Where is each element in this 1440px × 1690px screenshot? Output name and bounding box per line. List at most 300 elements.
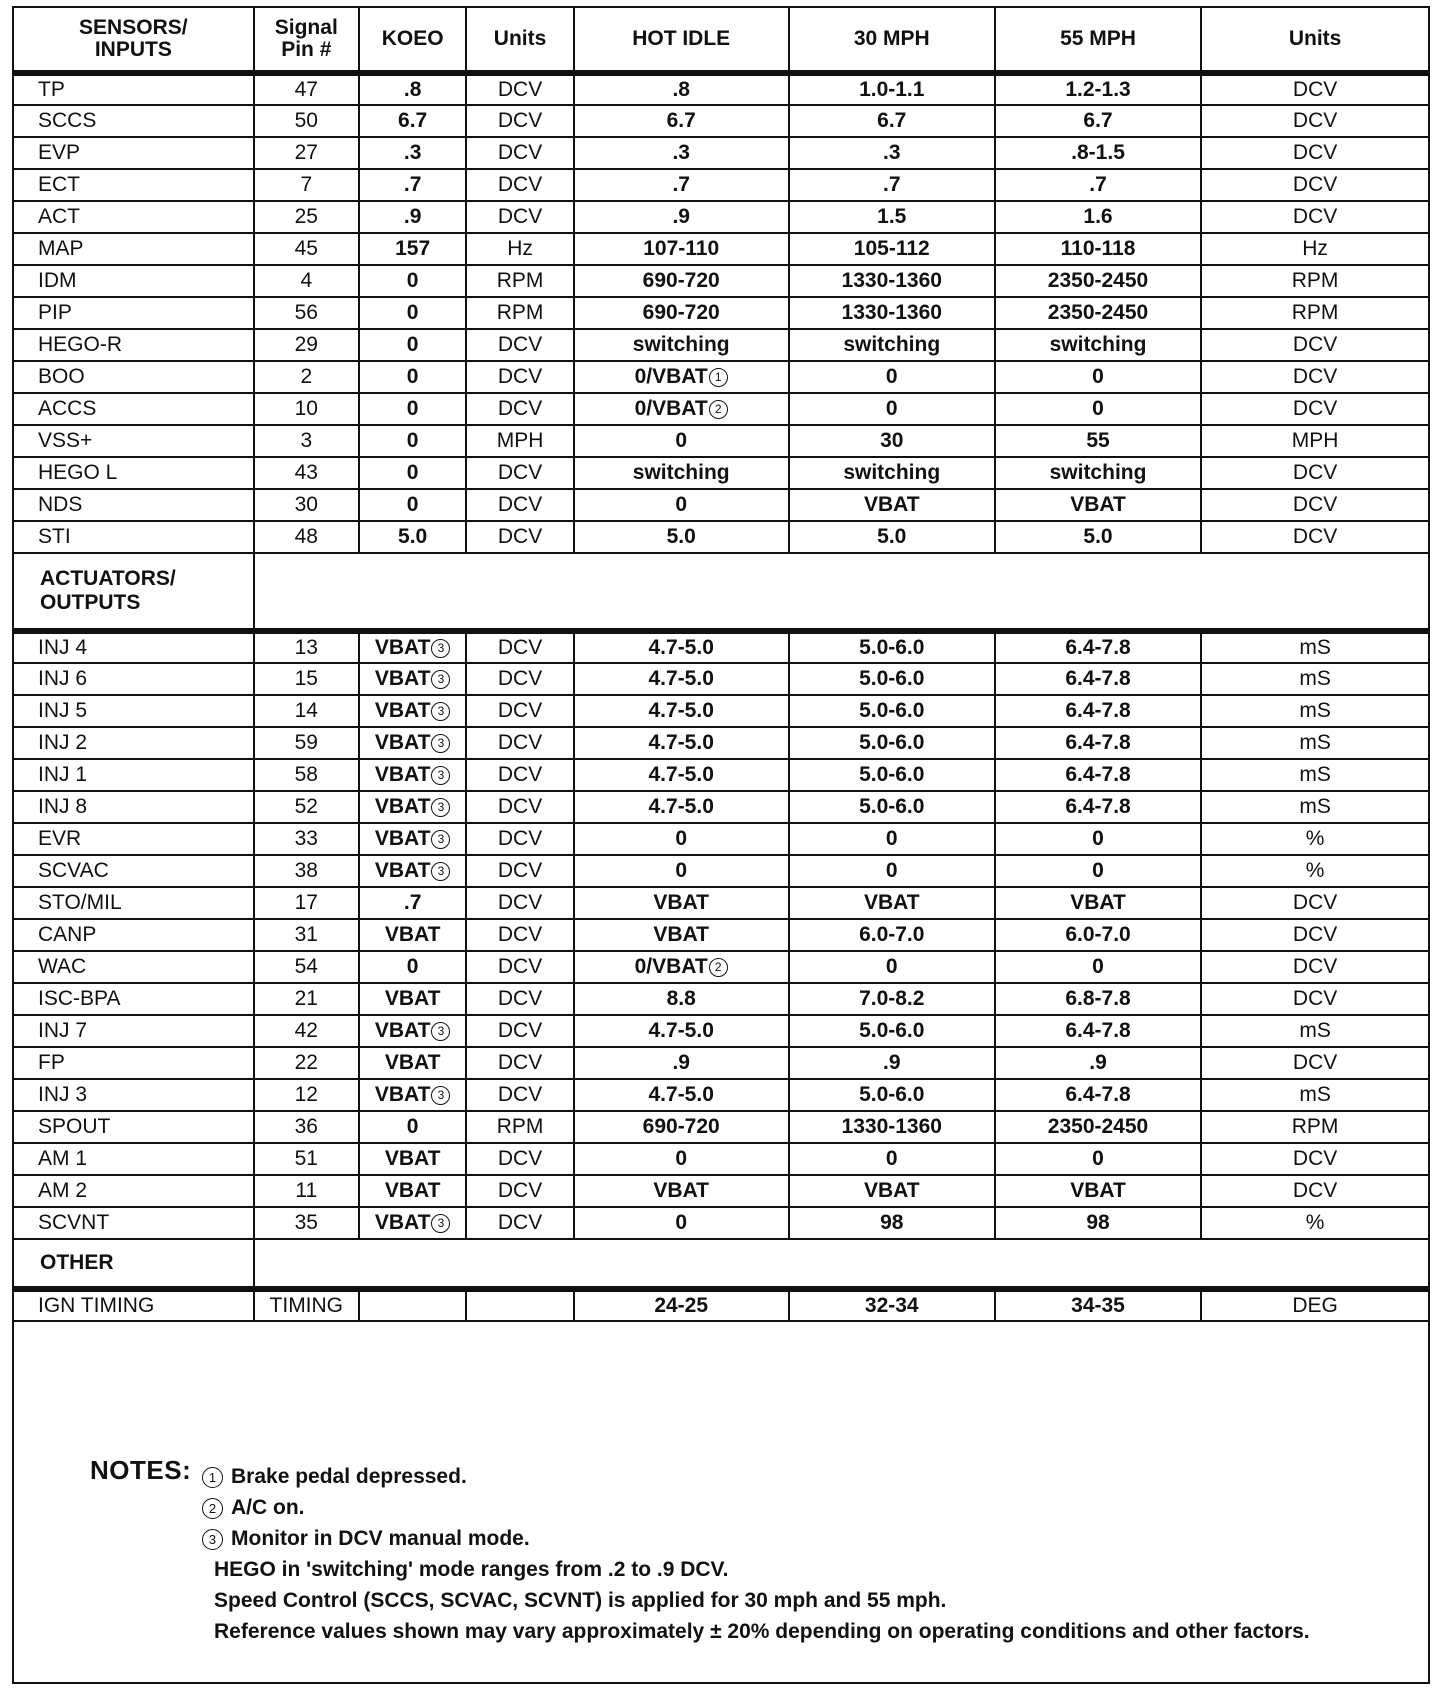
mph55-cell: [995, 887, 1201, 919]
koeo-cell-value: .9: [403, 205, 422, 228]
table-row: [13, 1047, 1429, 1079]
sensor-name-cell: [13, 425, 254, 457]
mph30-cell: [789, 727, 995, 759]
units2-cell-value: DCV: [1292, 525, 1338, 548]
mph55-cell-value: 6.8-7.8: [1065, 987, 1131, 1010]
units-cell-value: DCV: [497, 205, 543, 228]
sensor-name-cell: [13, 1047, 254, 1079]
hot-idle-cell: [574, 1079, 789, 1111]
hot-idle-cell: [574, 457, 789, 489]
koeo-cell: [359, 1207, 466, 1239]
hot-idle-cell: [574, 1111, 789, 1143]
units2-cell-value: DCV: [1292, 1051, 1338, 1074]
units-cell: [466, 361, 573, 393]
units2-cell: [1201, 265, 1429, 297]
mph55-cell: [995, 1175, 1201, 1207]
koeo-cell-value: .3: [403, 141, 422, 164]
signal-pin-cell-value: 45: [294, 237, 318, 260]
koeo-cell-value: 0: [406, 429, 419, 452]
units-cell: [466, 1143, 573, 1175]
signal-pin-cell: [254, 1207, 359, 1239]
sensor-name-cell-value: TP: [38, 78, 65, 101]
mph55-cell-value: 55: [1086, 429, 1110, 452]
units-cell-value: DCV: [497, 1051, 543, 1074]
hot-idle-cell-value: 8.8: [666, 987, 696, 1010]
section-blank: [254, 1239, 1429, 1289]
sensor-name-cell: [13, 1143, 254, 1175]
units-cell-value: Hz: [507, 237, 533, 260]
signal-pin-cell-value: 59: [294, 731, 318, 754]
mph30-cell: [789, 983, 995, 1015]
signal-pin-cell: [254, 1289, 359, 1321]
signal-pin-cell-value: 2: [300, 365, 313, 388]
mph30-cell-value: 0: [885, 365, 898, 388]
units-cell-value: DCV: [497, 397, 543, 420]
units2-cell-value: DEG: [1292, 1294, 1338, 1317]
koeo-cell: [359, 1175, 466, 1207]
units2-cell: [1201, 727, 1429, 759]
sensor-name-cell-value: EVR: [38, 827, 82, 850]
koeo-cell: [359, 855, 466, 887]
koeo-cell: [359, 457, 466, 489]
mph30-cell-value: 6.0-7.0: [859, 923, 925, 946]
mph55-cell-value: 0: [1092, 827, 1104, 850]
hot-idle-cell: [574, 887, 789, 919]
mph55-cell: [995, 951, 1201, 983]
table-row: [13, 823, 1429, 855]
signal-pin-cell: [254, 521, 359, 553]
units-cell-value: DCV: [497, 763, 543, 786]
mph55-cell: [995, 489, 1201, 521]
sensor-name-cell-value: IDM: [38, 269, 77, 292]
sensor-name-cell-value: WAC: [38, 955, 87, 978]
table-row: [13, 1079, 1429, 1111]
table-row: [13, 695, 1429, 727]
hot-idle-cell-value: 4.7-5.0: [648, 795, 714, 818]
units2-cell: [1201, 919, 1429, 951]
mph30-cell-value: .3: [883, 141, 901, 164]
units2-cell-value: DCV: [1292, 397, 1338, 420]
sensor-name-cell-value: NDS: [38, 493, 83, 516]
units2-cell: [1201, 329, 1429, 361]
mph30-cell-value: 1330-1360: [841, 269, 942, 292]
table-row: [13, 983, 1429, 1015]
units2-cell-value: mS: [1299, 763, 1331, 786]
units2-cell: [1201, 1111, 1429, 1143]
signal-pin-cell-value: 10: [294, 397, 318, 420]
koeo-cell-value: VBAT: [374, 859, 431, 882]
mph30-cell: [789, 1207, 995, 1239]
units-cell: [466, 329, 573, 361]
table-row: [13, 727, 1429, 759]
table-row: [13, 489, 1429, 521]
sensor-name-cell: [13, 105, 254, 137]
units2-cell-value: DCV: [1292, 141, 1338, 164]
mph55-cell: [995, 457, 1201, 489]
units-cell: [466, 297, 573, 329]
koeo-cell: [359, 983, 466, 1015]
col-header-units-2: Units: [1201, 7, 1429, 73]
table-row: [13, 297, 1429, 329]
units2-cell: [1201, 951, 1429, 983]
mph30-cell-value: 1.5: [877, 205, 907, 228]
sensor-name-cell-value: INJ 7: [38, 1019, 88, 1042]
hot-idle-cell-value: 4.7-5.0: [648, 699, 714, 722]
hot-idle-cell: [574, 73, 789, 105]
koeo-cell: [359, 361, 466, 393]
signal-pin-cell-value: 21: [294, 987, 318, 1010]
mph55-cell-value: 6.4-7.8: [1065, 1019, 1131, 1042]
mph30-cell: [789, 855, 995, 887]
table-row: [13, 663, 1429, 695]
sensor-name-cell-value: ECT: [38, 173, 80, 196]
signal-pin-cell-value: 43: [294, 461, 318, 484]
signal-pin-cell: [254, 233, 359, 265]
signal-pin-cell: [254, 663, 359, 695]
units2-cell: [1201, 393, 1429, 425]
units-cell-value: DCV: [497, 493, 543, 516]
note-item: [202, 1492, 1382, 1523]
hot-idle-cell-value: .9: [672, 205, 690, 228]
table-row: [13, 1143, 1429, 1175]
notes-list: [202, 1461, 1382, 1647]
koeo-cell-value: VBAT: [384, 923, 441, 946]
units2-cell: [1201, 1079, 1429, 1111]
section-blank: [254, 553, 1429, 631]
signal-pin-cell-value: 17: [294, 891, 318, 914]
hot-idle-cell: [574, 265, 789, 297]
section-label: ACTUATORS/ OUTPUTS: [13, 553, 254, 631]
sensor-name-cell-value: INJ 5: [38, 699, 88, 722]
sensor-name-cell-value: HEGO L: [38, 461, 118, 484]
sensor-name-cell: [13, 1111, 254, 1143]
units-cell: [466, 919, 573, 951]
mph55-cell-value: VBAT: [1070, 1179, 1126, 1202]
koeo-cell: [359, 489, 466, 521]
units2-cell-value: DCV: [1292, 493, 1338, 516]
units2-cell-value: mS: [1299, 699, 1331, 722]
hot-idle-cell: [574, 983, 789, 1015]
note-ref-marker: 3: [431, 1022, 450, 1041]
signal-pin-cell-value: 51: [294, 1147, 318, 1170]
mph30-cell-value: VBAT: [863, 891, 920, 914]
sensor-name-cell: [13, 329, 254, 361]
koeo-cell: [359, 393, 466, 425]
mph55-cell-value: 6.4-7.8: [1065, 731, 1131, 754]
hot-idle-cell-value: 0/VBAT: [634, 397, 708, 420]
units-cell: [466, 233, 573, 265]
koeo-cell: [359, 1079, 466, 1111]
signal-pin-cell-value: 58: [294, 763, 318, 786]
units2-cell-value: Hz: [1302, 237, 1328, 260]
units2-cell: [1201, 983, 1429, 1015]
mph55-cell-value: 6.4-7.8: [1065, 667, 1131, 690]
note-number-marker: 3: [202, 1529, 223, 1550]
signal-pin-cell: [254, 951, 359, 983]
units-cell-value: DCV: [497, 78, 543, 101]
mph30-cell: [789, 361, 995, 393]
hot-idle-cell-value: 5.0: [666, 525, 696, 548]
hot-idle-cell: [574, 361, 789, 393]
mph55-cell: [995, 361, 1201, 393]
hot-idle-cell-value: 0: [675, 493, 688, 516]
hot-idle-cell: [574, 791, 789, 823]
table-row: [13, 265, 1429, 297]
signal-pin-cell: [254, 1015, 359, 1047]
hot-idle-cell-value: VBAT: [653, 923, 709, 946]
col-header-30-mph: 30 MPH: [789, 7, 995, 73]
sensor-name-cell: [13, 759, 254, 791]
note-text: HEGO in 'switching' mode ranges from .2 to .9 DCV.: [214, 1558, 729, 1581]
units2-cell-value: RPM: [1291, 269, 1339, 292]
note-text: Reference values shown may vary approximately ± 20% depending on operating conditions and other factors.: [214, 1620, 1310, 1643]
note-ref-marker: 3: [431, 1214, 450, 1233]
sensor-name-cell-value: MAP: [38, 237, 84, 260]
units2-cell: [1201, 1175, 1429, 1207]
mph30-cell: [789, 169, 995, 201]
units2-cell-value: mS: [1299, 1083, 1331, 1106]
mph30-cell: [789, 663, 995, 695]
note-ref-marker: 2: [709, 958, 728, 977]
mph30-cell: [789, 201, 995, 233]
hot-idle-cell-value: .9: [672, 1051, 690, 1074]
mph55-cell-value: 0: [1092, 955, 1104, 978]
units-cell: [466, 105, 573, 137]
mph30-cell: [789, 631, 995, 663]
note-item: [202, 1461, 1382, 1492]
mph30-cell-value: 105-112: [853, 237, 930, 260]
signal-pin-cell-value: 52: [294, 795, 318, 818]
units2-cell: [1201, 1015, 1429, 1047]
mph55-cell: [995, 1207, 1201, 1239]
koeo-cell: [359, 169, 466, 201]
units-cell: [466, 425, 573, 457]
table-row: [13, 201, 1429, 233]
hot-idle-cell-value: 6.7: [666, 109, 696, 132]
sensor-name-cell-value: SCVNT: [38, 1211, 110, 1234]
note-text: Speed Control (SCCS, SCVAC, SCVNT) is applied for 30 mph and 55 mph.: [214, 1589, 947, 1612]
sensor-name-cell: [13, 489, 254, 521]
units-cell-value: RPM: [496, 301, 544, 324]
mph30-cell: [789, 887, 995, 919]
koeo-cell: [359, 1143, 466, 1175]
hot-idle-cell-value: 690-720: [642, 1115, 720, 1138]
units2-cell: [1201, 663, 1429, 695]
mph30-cell: [789, 489, 995, 521]
koeo-cell-value: 6.7: [398, 109, 428, 132]
mph55-cell-value: 98: [1086, 1211, 1110, 1234]
mph55-cell-value: 6.4-7.8: [1065, 763, 1131, 786]
note-ref-marker: 3: [431, 766, 450, 785]
mph55-cell: [995, 919, 1201, 951]
signal-pin-cell: [254, 169, 359, 201]
units2-cell-value: mS: [1299, 795, 1331, 818]
sensor-name-cell: [13, 137, 254, 169]
units-cell-value: RPM: [496, 1115, 544, 1138]
hot-idle-cell: [574, 297, 789, 329]
sensor-name-cell: [13, 297, 254, 329]
signal-pin-cell-value: 47: [294, 78, 318, 101]
sensor-name-cell: [13, 983, 254, 1015]
hot-idle-cell: [574, 663, 789, 695]
koeo-cell-value: VBAT: [384, 1147, 441, 1170]
table-row: [13, 791, 1429, 823]
signal-pin-cell: [254, 201, 359, 233]
signal-pin-cell-value: 25: [294, 205, 318, 228]
units-cell: [466, 1047, 573, 1079]
signal-pin-cell: [254, 983, 359, 1015]
koeo-cell: [359, 919, 466, 951]
sensor-name-cell: [13, 393, 254, 425]
koeo-cell: [359, 1047, 466, 1079]
hot-idle-cell-value: 0: [675, 429, 688, 452]
sensor-name-cell: [13, 823, 254, 855]
units2-cell: [1201, 631, 1429, 663]
signal-pin-cell: [254, 727, 359, 759]
mph30-cell: [789, 1015, 995, 1047]
sensor-name-cell-value: VSS+: [38, 429, 93, 452]
sensor-name-cell-value: EVP: [38, 141, 81, 164]
units2-cell-value: DCV: [1292, 1147, 1338, 1170]
signal-pin-cell-value: 56: [294, 301, 318, 324]
mph55-cell-value: switching: [1049, 333, 1147, 356]
signal-pin-cell-value: 33: [294, 827, 318, 850]
units2-cell-value: DCV: [1292, 173, 1338, 196]
mph55-cell-value: 6.4-7.8: [1065, 1083, 1131, 1106]
mph30-cell-value: 5.0-6.0: [859, 795, 925, 818]
mph30-cell: [789, 759, 995, 791]
signal-pin-cell: [254, 1111, 359, 1143]
units-cell-value: DCV: [497, 1083, 543, 1106]
hot-idle-cell-value: 107-110: [643, 237, 720, 260]
koeo-cell: [359, 137, 466, 169]
signal-pin-cell-value: 54: [294, 955, 318, 978]
units-cell-value: DCV: [497, 955, 543, 978]
hot-idle-cell-value: 24-25: [654, 1294, 709, 1317]
koeo-cell: [359, 951, 466, 983]
units2-cell-value: MPH: [1291, 429, 1339, 452]
col-header-55-mph: 55 MPH: [995, 7, 1201, 73]
sensor-name-cell-value: AM 1: [38, 1147, 88, 1170]
hot-idle-cell: [574, 169, 789, 201]
units2-cell-value: DCV: [1292, 109, 1338, 132]
koeo-cell-value: VBAT: [374, 795, 431, 818]
units2-cell: [1201, 297, 1429, 329]
mph30-cell-value: 0: [885, 859, 898, 882]
table-row: [13, 631, 1429, 663]
signal-pin-cell-value: 4: [300, 269, 313, 292]
table-row: [13, 759, 1429, 791]
signal-pin-cell: [254, 759, 359, 791]
mph55-cell: [995, 201, 1201, 233]
note-ref-marker: 3: [431, 670, 450, 689]
koeo-cell-value: .8: [403, 78, 422, 101]
units2-cell-value: DCV: [1292, 955, 1338, 978]
units-cell-value: DCV: [497, 141, 543, 164]
koeo-cell: [359, 329, 466, 361]
koeo-cell-value: VBAT: [374, 636, 431, 659]
hot-idle-cell: [574, 1015, 789, 1047]
mph30-cell-value: 5.0-6.0: [859, 636, 925, 659]
note-ref-marker: 3: [431, 734, 450, 753]
units2-cell: [1201, 489, 1429, 521]
units2-cell: [1201, 791, 1429, 823]
sensor-name-cell: [13, 201, 254, 233]
units-cell-value: DCV: [497, 795, 543, 818]
mph30-cell-value: 1330-1360: [841, 301, 942, 324]
sensor-name-cell: [13, 887, 254, 919]
units-cell: [466, 663, 573, 695]
mph55-cell: [995, 1079, 1201, 1111]
sensor-name-cell: [13, 695, 254, 727]
hot-idle-cell: [574, 855, 789, 887]
units-cell-value: DCV: [497, 987, 543, 1010]
hot-idle-cell-value: switching: [632, 333, 730, 356]
units2-cell: [1201, 105, 1429, 137]
units2-cell-value: RPM: [1291, 301, 1339, 324]
hot-idle-cell: [574, 105, 789, 137]
mph55-cell-value: 6.0-7.0: [1065, 923, 1131, 946]
table-row: [13, 361, 1429, 393]
units-cell-value: DCV: [497, 731, 543, 754]
col-header-units: Units: [466, 7, 573, 73]
mph30-cell-value: .9: [883, 1051, 901, 1074]
mph55-cell: [995, 727, 1201, 759]
note-ref-marker: 3: [431, 862, 450, 881]
sensor-name-cell: [13, 663, 254, 695]
mph30-cell-value: 5.0-6.0: [859, 667, 925, 690]
signal-pin-cell: [254, 361, 359, 393]
hot-idle-cell-value: 0: [675, 859, 688, 882]
section-row: [13, 1239, 1429, 1289]
units-cell-value: DCV: [497, 1179, 543, 1202]
mph30-cell-value: 5.0-6.0: [859, 1083, 925, 1106]
hot-idle-cell: [574, 951, 789, 983]
sensor-name-cell-value: CANP: [38, 923, 97, 946]
units2-cell-value: DCV: [1292, 1179, 1338, 1202]
hot-idle-cell-value: 0: [675, 827, 688, 850]
hot-idle-cell: [574, 489, 789, 521]
koeo-cell: [359, 425, 466, 457]
mph30-cell: [789, 425, 995, 457]
hot-idle-cell-value: 4.7-5.0: [648, 731, 714, 754]
units2-cell: [1201, 1289, 1429, 1321]
hot-idle-cell-value: 0/VBAT: [634, 365, 708, 388]
table-row: [13, 1175, 1429, 1207]
signal-pin-cell-value: 12: [294, 1083, 318, 1106]
mph30-cell-value: 6.7: [877, 109, 907, 132]
koeo-cell: [359, 233, 466, 265]
units2-cell: [1201, 425, 1429, 457]
hot-idle-cell: [574, 919, 789, 951]
hot-idle-cell: [574, 425, 789, 457]
mph55-cell-value: 34-35: [1071, 1294, 1125, 1317]
note-ref-marker: 3: [431, 1086, 450, 1105]
mph30-cell-value: 30: [880, 429, 904, 452]
koeo-cell-value: 0: [406, 269, 419, 292]
mph30-cell-value: 32-34: [864, 1294, 919, 1317]
hot-idle-cell: [574, 1143, 789, 1175]
mph55-cell: [995, 329, 1201, 361]
mph55-cell-value: 2350-2450: [1047, 269, 1149, 292]
sensor-name-cell: [13, 457, 254, 489]
signal-pin-cell-value: 30: [294, 493, 318, 516]
section-row: [13, 553, 1429, 631]
mph55-cell: [995, 823, 1201, 855]
mph30-cell: [789, 73, 995, 105]
signal-pin-cell: [254, 823, 359, 855]
signal-pin-cell: [254, 105, 359, 137]
